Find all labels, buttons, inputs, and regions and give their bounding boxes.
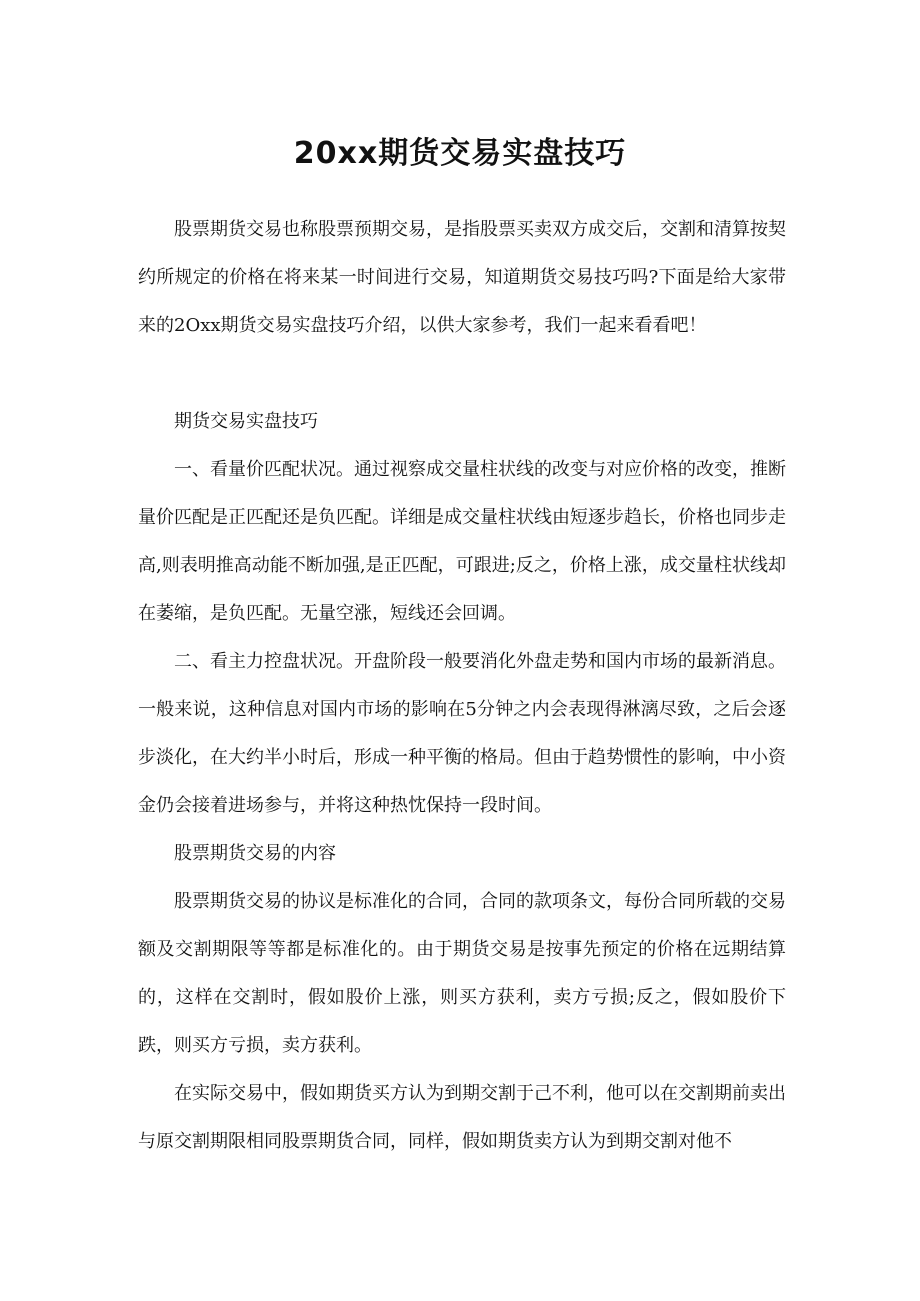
section-heading-trading-tips: 期货交易实盘技巧 (174, 411, 318, 432)
paragraph-gap (138, 350, 786, 398)
section-heading-futures-content: 股票期货交易的内容 (174, 843, 336, 864)
tip-paragraph-2: 二、看主力控盘状况。开盘阶段一般要消化外盘走势和国内市场的最新消息。一般来说，这种信息对国内市场的影响在5分钟之内会表现得淋漓尽致，之后会逐步淡化，在大约半小时后，形成一种平衡的格局。但由于趋势惯性的影响，中小资金仍会接着进场参与，并将这种热忱保持一段时间。 (138, 651, 786, 816)
document-title: 20xx期货交易实盘技巧 (293, 136, 627, 171)
content-paragraph-1: 股票期货交易的协议是标准化的合同，合同的款项条文，每份合同所载的交易额及交割期限等等都是标准化的。由于期货交易是按事先预定的价格在远期结算的，这样在交割时，假如股价上涨，则买方获利，卖方亏损;反之，假如股价下跌，则买方亏损，卖方获利。 (138, 891, 786, 1056)
intro-paragraph: 股票期货交易也称股票预期交易，是指股票买卖双方成交后，交割和清算按契约所规定的价格在将来某一时间进行交易，知道期货交易技巧吗?下面是给大家带来的2Oxx期货交易实盘技巧介绍，以供大家参考，我们一起来看看吧！ (138, 219, 786, 336)
tip-paragraph-1: 一、看量价匹配状况。通过视察成交量柱状线的改变与对应价格的改变，推断量价匹配是正匹配还是负匹配。详细是成交量柱状线由短逐步趋长，价格也同步走高,则表明推高动能不断加强,是正匹配，可跟进;反之，价格上涨，成交量柱状线却在萎缩，是负匹配。无量空涨，短线还会回调。 (138, 459, 786, 624)
content-paragraph-2: 在实际交易中，假如期货买方认为到期交割于己不利，他可以在交割期前卖出与原交割期限相同股票期货合同，同样，假如期货卖方认为到期交割对他不 (138, 1083, 786, 1152)
document-body (138, 206, 786, 1166)
